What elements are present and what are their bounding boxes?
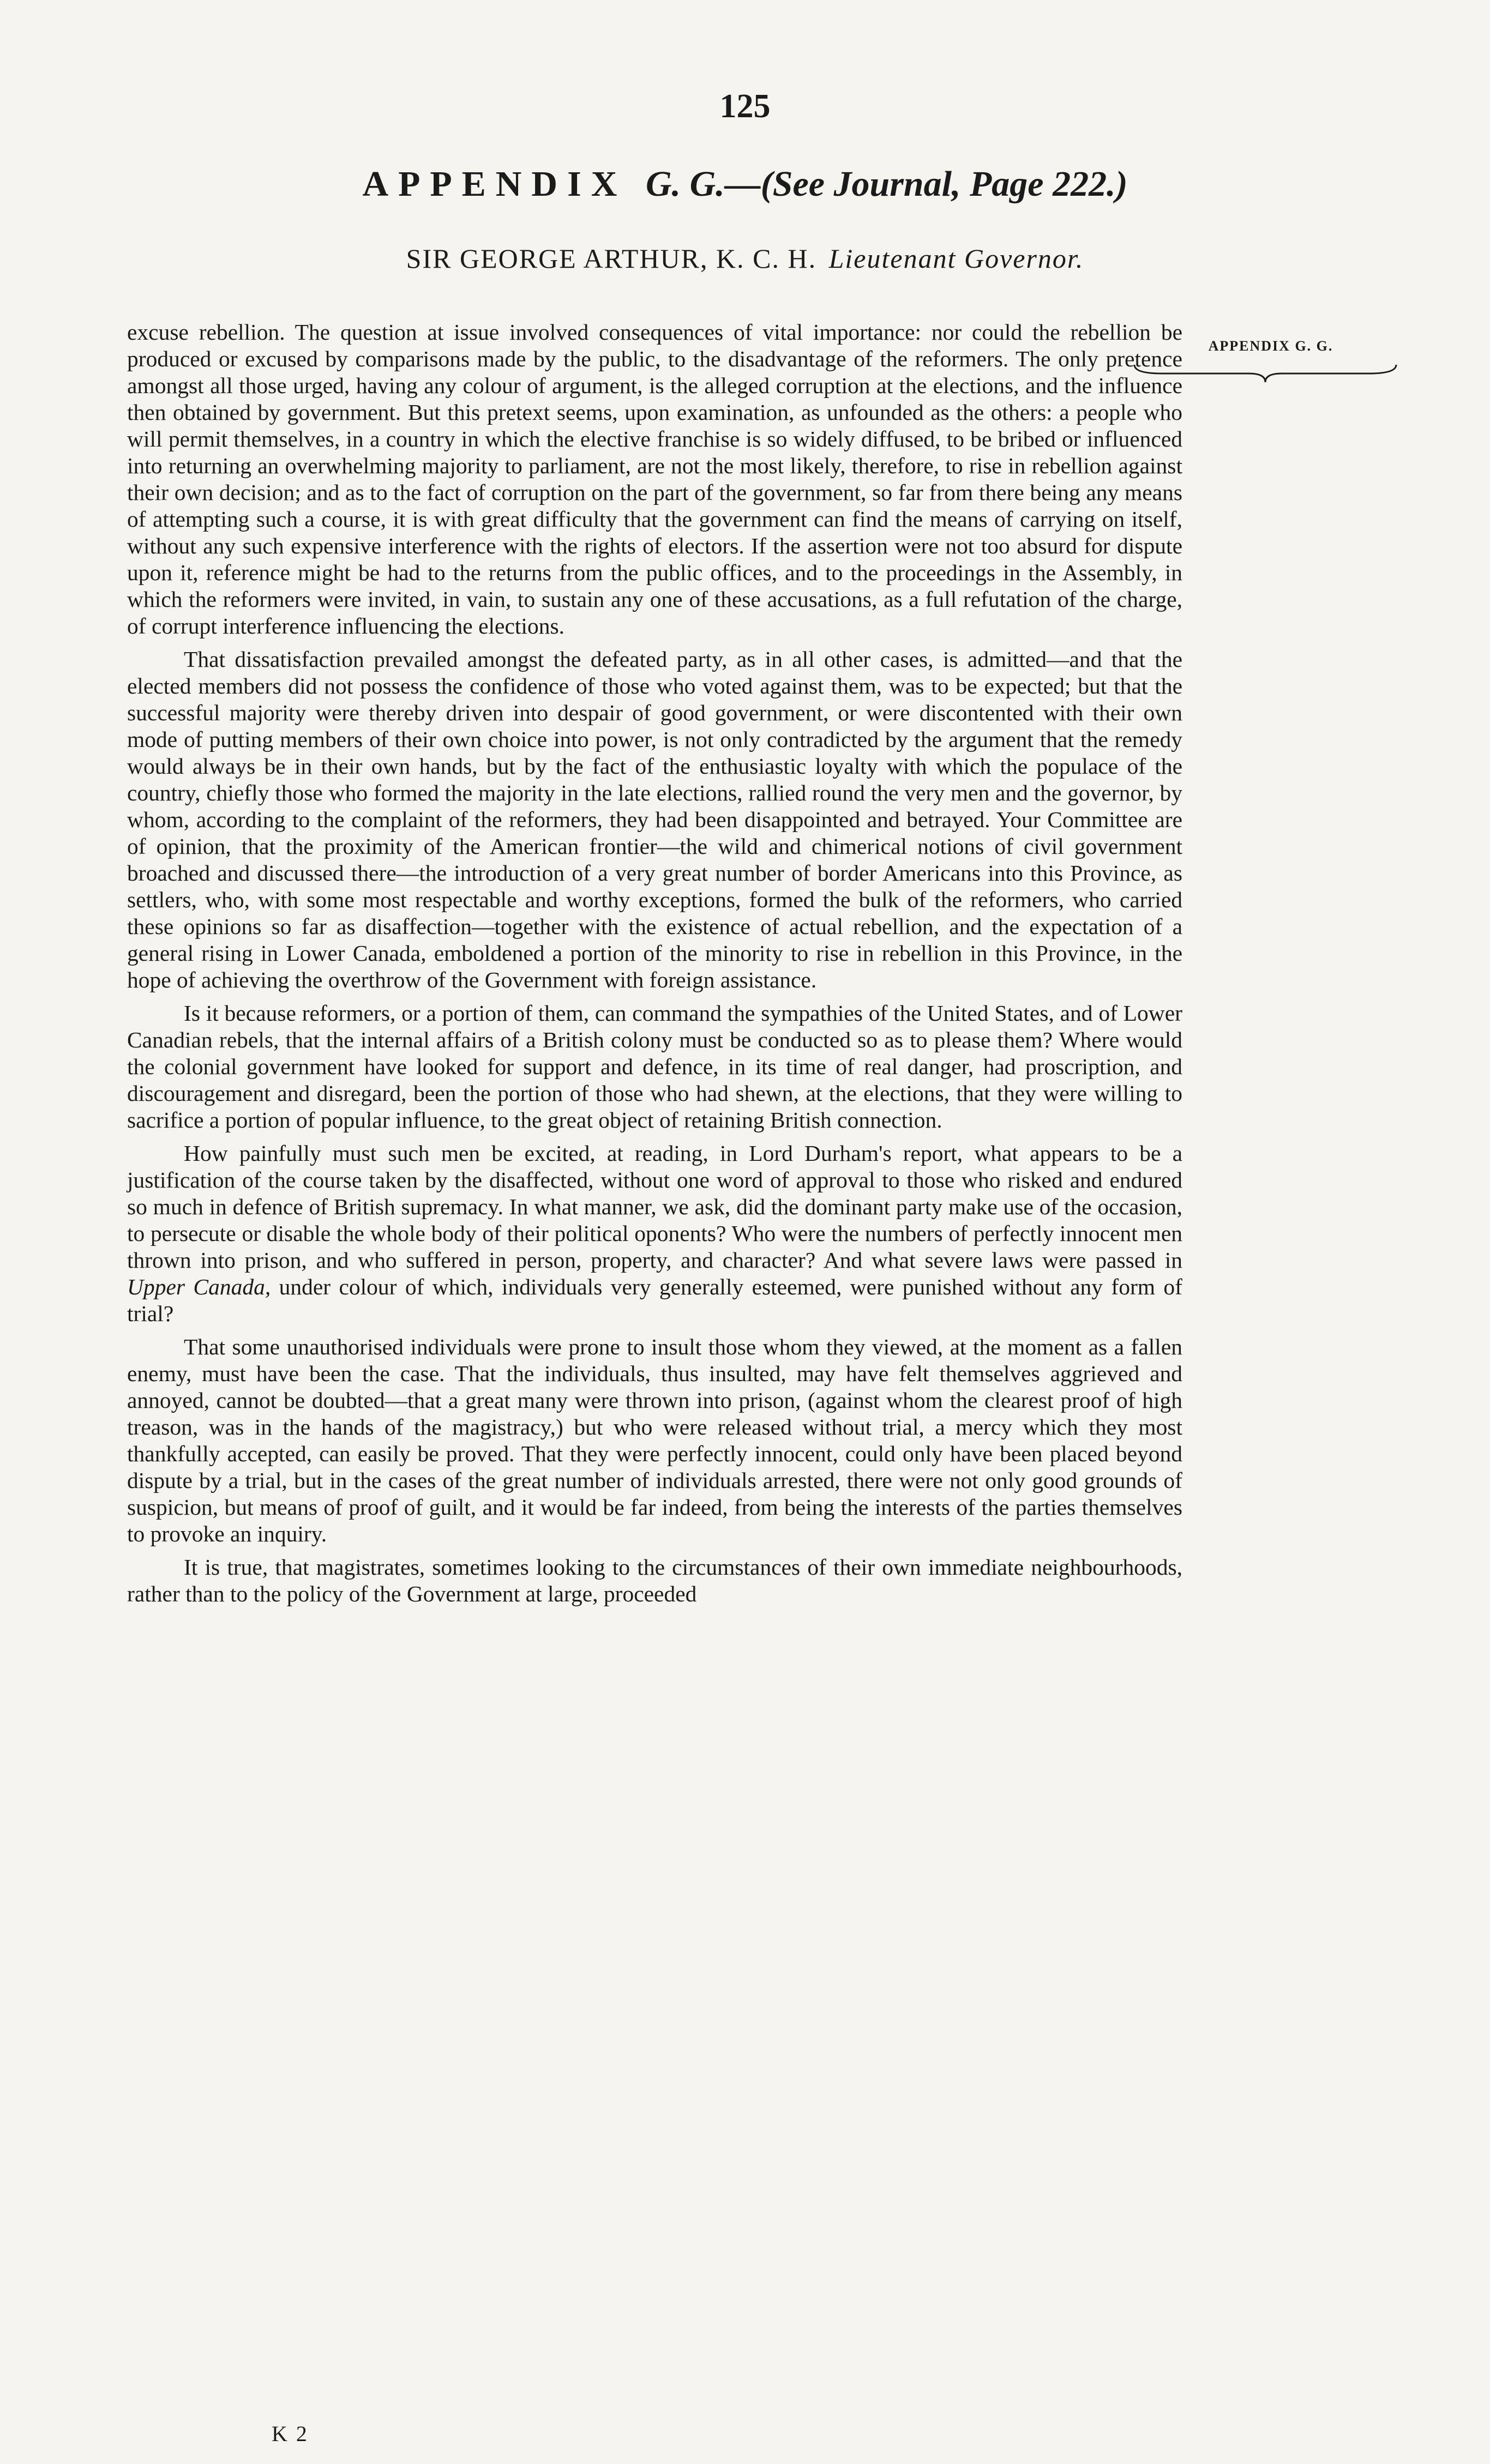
paragraph-text: How painfully must such men be excited, at reading, in Lord Durham's report, what appears to be a justification of the course taken by the disaffected, without one word of approval to those who risked and endured so much in defence of British supremacy. In what manner, we ask, did the dominant party make use of the occasion, to persecute or disable the whole body of their political oponents? Who were the numbers of perfectly innocent men thrown into prison, and who suffered in person, property, and character? And what severe laws were passed in xyxy=(127,1141,1182,1273)
body-text xyxy=(127,319,1182,1614)
paragraph: It is true, that magistrates, sometimes looking to the circumstances of their own immediate neighbourhoods, rather than to the policy of the Government at large, proceeded xyxy=(127,1555,1182,1606)
paragraph: That some unauthorised individuals were prone to insult those whom they viewed, at the moment as a fallen enemy, must have been the case. That the individuals, thus insulted, may have felt themselves aggrieved and annoyed, cannot be doubted—that a great many were thrown into prison, (against whom the clearest proof of high treason, was in the hands of the magistracy,) but who were released without trial, a mercy which they most thankfully accepted, can easily be proved. That they were perfectly innocent, could only have been placed beyond dispute by a trial, but in the cases of the great number of individuals arrested, there were not only good grounds of suspicion, but means of proof of guilt, and it would be far indeed, from being the interests of the parties themselves to provoke an inquiry. xyxy=(127,1334,1182,1546)
governor-name: SIR GEORGE ARTHUR, K. C. H. xyxy=(406,243,817,274)
appendix-title-main: APPENDIX xyxy=(362,164,627,204)
appendix-title xyxy=(0,164,1490,205)
paragraph-text: under colour of which, individuals very generally esteemed, were punished without any form of trial? xyxy=(127,1274,1182,1326)
governor-role: Lieutenant Governor. xyxy=(828,243,1084,274)
paragraph xyxy=(127,1140,1182,1327)
paragraph-emphasis: Upper Canada, xyxy=(127,1274,271,1299)
signature-mark: K 2 xyxy=(272,2421,309,2446)
paragraph: Is it because reformers, or a portion of them, can command the sympathies of the United States, and of Lower Canadian rebels, that the internal affairs of a British colony must be conducted so as to please them? Where would the colonial government have looked for support and defence, in its time of real danger, had proscription, and discouragement and disregard, been the portion of those who had shewn, at the elections, that they were willing to sacrifice a portion of popular influence, to the great object of retaining British connection. xyxy=(127,1001,1182,1132)
page-number: 125 xyxy=(719,88,771,125)
margin-note: APPENDIX G. G. xyxy=(1208,338,1333,354)
paragraph: That dissatisfaction prevailed amongst the defeated party, as in all other cases, is admitted—and that the elected members did not possess the confidence of those who voted against them, was to be expected; but that the successful majority were thereby driven into despair of good government, or were discontented with their own mode of putting members of their own choice into power, is not only contradicted by the argument that the remedy would always be in their own hands, but by the fact of the enthusiastic loyalty with which the populace of the country, chiefly those who formed the majority in the late elections, rallied round the very men and the governor, by whom, according to the complaint of the reformers, they had been disappointed and betrayed. Your Committee are of opinion, that the proximity of the American frontier—the wild and chimerical notions of civil government broached and discussed there—the introduction of a very great number of border Americans into this Province, as settlers, who, with some most respectable and worthy exceptions, formed the bulk of the reformers, who carried these opinions so far as disaffection—together with the existence of actual rebellion, and the expectation of a general rising in Lower Canada, emboldened a portion of the minority to rise in rebellion in this Province, in the hope of achieving the overthrow of the Government with foreign assistance. xyxy=(127,647,1182,992)
paragraph: excuse rebellion. The question at issue involved consequences of vital importance: nor could the rebellion be produced or excused by comparisons made by the public, to the disadvantage of the reformers. The only pretence amongst all those urged, having any colour of argument, is the alleged corruption at the elections, and the influence then obtained by government. But this pretext seems, upon examination, as unfounded as the others: a people who will permit themselves, in a country in which the elective franchise is so widely diffused, to be bribed or influenced into returning an overwhelming majority to parliament, are not the most likely, therefore, to rise in rebellion against their own decision; and as to the fact of corruption on the part of the government, so far from there being any means of attempting such a course, it is with great difficulty that the government can find the means of carrying on itself, without any such expensive interference with the rights of electors. If the assertion were not too absurd for dispute upon it, reference might be had to the returns from the public offices, and to the proceedings in the Assembly, in which the reformers were invited, in vain, to sustain any one of these accusations, as a full refutation of the charge, of corrupt interference influencing the elections. xyxy=(127,320,1182,638)
appendix-title-reference: G. G.—(See Journal, Page 222.) xyxy=(645,164,1128,204)
governor-subtitle xyxy=(0,243,1490,274)
